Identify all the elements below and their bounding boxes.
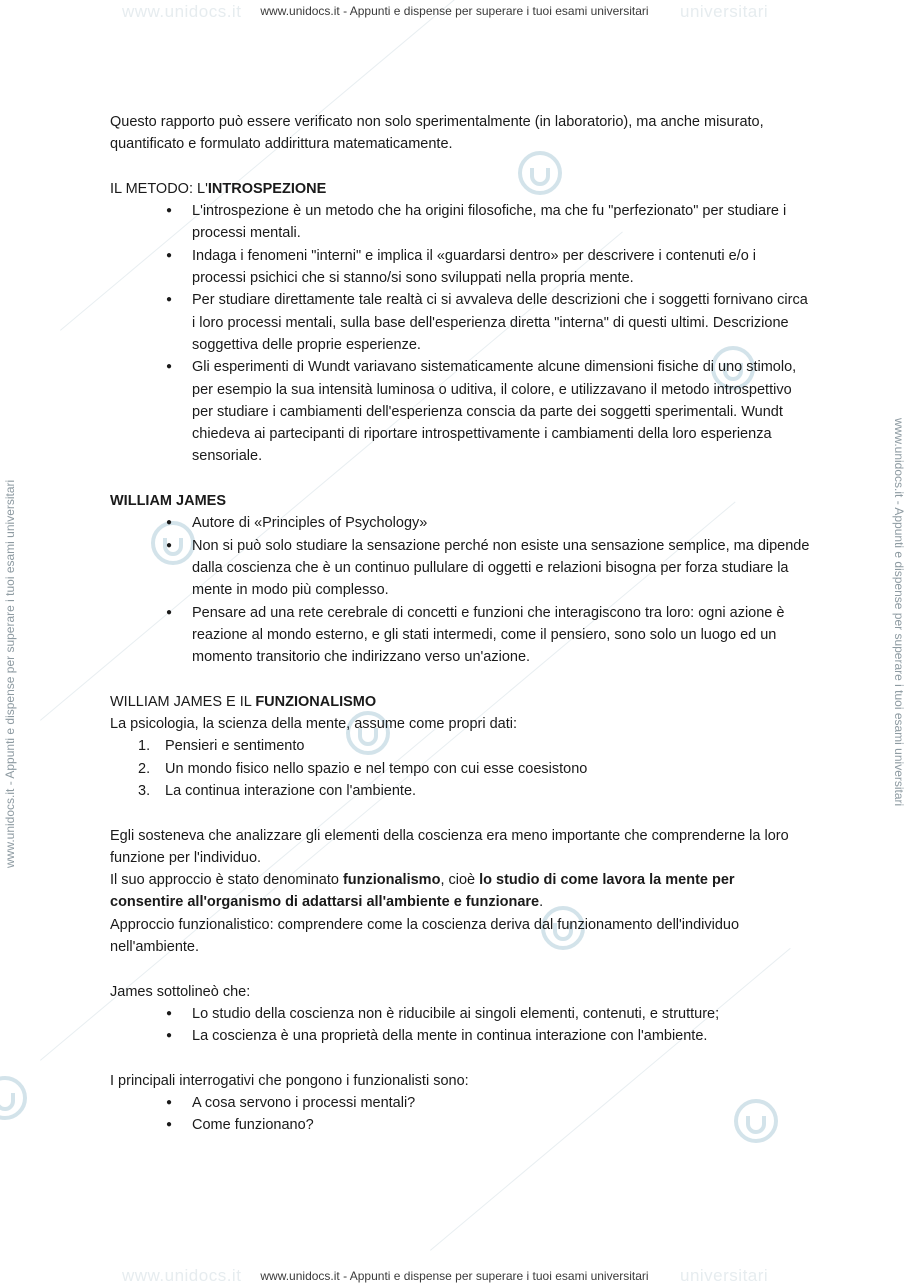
list-item: ● Come funzionano? [110,1114,810,1136]
list-item: ● L'introspezione è un metodo che ha origini filosofiche, ma che fu "perfezionato" per studiare i processi mentali. [110,200,810,245]
paragraph: Il suo approccio è stato denominato funzionalismo, cioè lo studio di come lavora la mente per consentire all'organismo di adattarsi all'ambiente e funzionare. [110,872,735,911]
list-item: 3. La continua interazione con l'ambiente. [138,782,417,799]
unidocs-logo-icon [0,1075,28,1121]
funzionalismo-numbered-list [110,735,810,802]
watermark-ghost: universitari [680,2,769,21]
watermark-side-right: www.unidocs.it - Appunti e dispense per superare i tuoi esami universitari [892,418,906,807]
list-item: ● Lo studio della coscienza non è riducibile ai singoli elementi, contenuti, e strutture; [110,1003,810,1025]
list-item: ● Per studiare direttamente tale realtà ci si avvaleva delle descrizioni che i soggetti fornivano circa i loro processi mentali, sulla base dell'esperienza diretta "interna" di questi ultimi. Descrizione soggettiva delle proprie esperienze. [110,289,810,356]
list-item: ● Indaga i fenomeni "interni" e implica il «guardarsi dentro» per descrivere i contenuti e/o i processi psichici che si stanno/si sono sviluppati nella propria mente. [110,245,810,290]
watermark-header: www.unidocs.it - Appunti e dispense per superare i tuoi esami universitari [260,4,649,18]
questions-list [110,1092,810,1137]
james-points-list [110,1003,810,1048]
watermark-footer: www.unidocs.it - Appunti e dispense per superare i tuoi esami universitari [260,1269,649,1283]
list-item: ● A cosa servono i processi mentali? [110,1092,810,1114]
funzionalismo-lead: La psicologia, la scienza della mente, assume come propri dati: [110,716,518,733]
list-item: ● Gli esperimenti di Wundt variavano sistematicamente alcune dimensioni fisiche di uno stimolo, per esempio la sua intensità luminosa o uditiva, il colore, e utilizzavano il metodo introspettivo per studiare i cambiamenti dell'esperienza conscia da parte dei soggetti sperimentali. Wundt chiedeva ai partecipanti di riportare introspettivamente i cambiamenti della loro esperienza sensoriale. [110,356,810,467]
paragraph: Egli sosteneva che analizzare gli elementi della coscienza era meno importante che comprenderne la loro funzione per l'individuo. [110,827,789,866]
metodo-bullet-list [110,200,810,468]
section-heading-james: WILLIAM JAMES [110,493,226,510]
watermark-ghost: universitari [680,1266,769,1285]
watermark-ghost: www.unidocs.it [122,2,242,21]
paragraph: I principali interrogativi che pongono i funzionalisti sono: [110,1072,469,1089]
paragraph: Approccio funzionalistico: comprendere come la coscienza deriva dal funzionamento dell'individuo nell'ambiente. [110,916,740,955]
section-heading-metodo: IL METODO: L'INTROSPEZIONE [110,180,327,197]
list-item: 2. Un mondo fisico nello spazio e nel tempo con cui esse coesistono [138,760,588,777]
watermark-ghost: www.unidocs.it [122,1266,242,1285]
list-item: ● Non si può solo studiare la sensazione perché non esiste una sensazione semplice, ma dipende dalla coscienza che è un continuo pullulare di oggetti e relazioni bisogna per forza studiare la mente in modo più complesso. [110,535,810,602]
james-bullet-list [110,512,810,668]
watermark-side-left: www.unidocs.it - Appunti e dispense per superare i tuoi esami universitari [3,479,17,868]
intro-paragraph: Questo rapporto può essere verificato non solo sperimentalmente (in laboratorio), ma anche misurato, quantificato e formulato addirittura matematicamente. [110,114,764,153]
list-item: ● Pensare ad una rete cerebrale di concetti e funzioni che interagiscono tra loro: ogni azione è reazione al mondo esterno, e gli stati intermedi, come il pensiero, sono solo un luogo ed un momento transitorio che indirizzano verso un'azione. [110,602,810,669]
document-body [110,111,810,1137]
list-item: 1. Pensieri e sentimento [138,738,305,755]
paragraph: James sottolineò che: [110,983,251,1000]
list-item: ● La coscienza è una proprietà della mente in continua interazione con l'ambiente. [110,1025,810,1047]
list-item: ● Autore di «Principles of Psychology» [110,512,810,534]
section-heading-funzionalismo: WILLIAM JAMES E IL FUNZIONALISMO [110,693,377,710]
